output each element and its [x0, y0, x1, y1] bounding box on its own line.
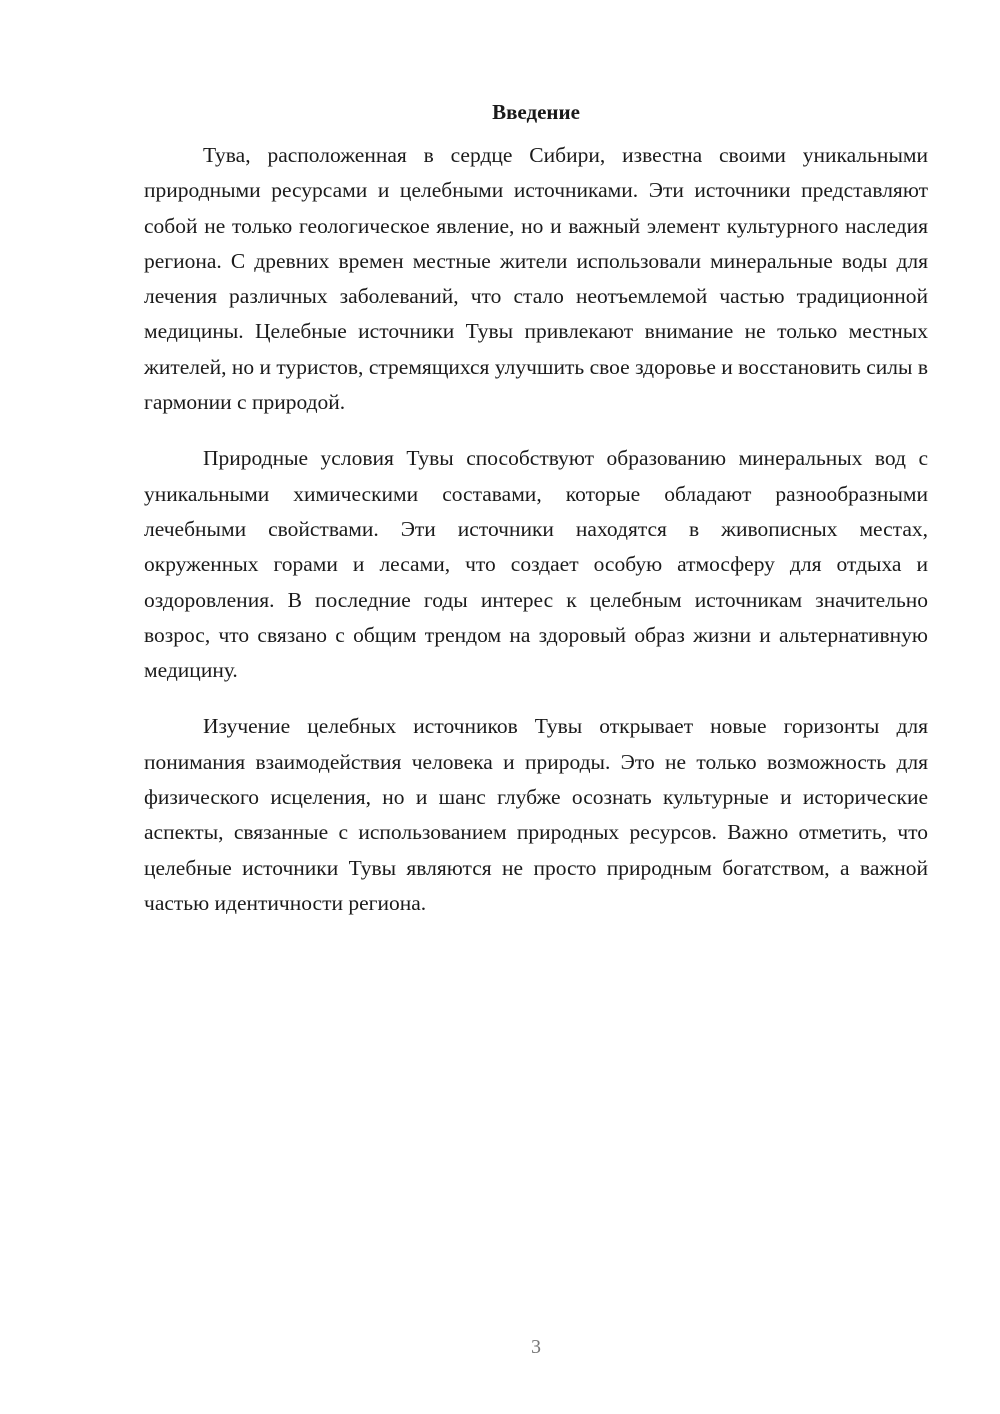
paragraph-1: Тува, расположенная в сердце Сибири, известна своими уникальными природными ресурсами и целебными источниками. Эти источники представляют собой не только геологическое явление, но и важный элемент культурного наследия региона. С древних времен местные жители использовали минеральные воды для лечения различных заболеваний, что стало неотъемлемой частью традиционной медицины. Целебные источники Тувы привлекают внимание не только местных жителей, но и туристов, стремящихся улучшить свое здоровье и восстановить силы в гармонии с природой. [144, 143, 928, 415]
page-content [144, 96, 928, 921]
section-heading: Введение [492, 100, 580, 124]
paragraph-3: Изучение целебных источников Тувы открывает новые горизонты для понимания взаимодействия человека и природы. Это не только возможность для физического исцеления, но и шанс глубже осознать культурные и исторические аспекты, связанные с использованием природных ресурсов. Важно отметить, что целебные источники Тувы являются не просто природным богатством, а важной частью идентичности региона. [144, 714, 928, 915]
page-number: 3 [531, 1336, 541, 1358]
paragraph-2: Природные условия Тувы способствуют образованию минеральных вод с уникальными химическими составами, которые обладают разнообразными лечебными свойствами. Эти источники находятся в живописных местах, окруженных горами и лесами, что создает особую атмосферу для отдыха и оздоровления. В последние годы интерес к целебным источникам значительно возрос, что связано с общим трендом на здоровый образ жизни и альтернативную медицину. [144, 446, 928, 683]
